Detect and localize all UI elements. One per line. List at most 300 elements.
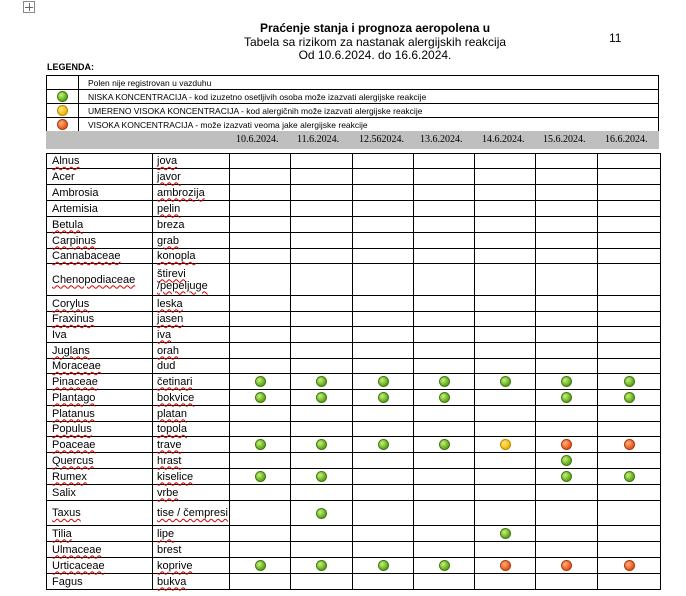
day-cell <box>291 249 353 264</box>
green-dot-icon <box>316 376 327 387</box>
day-cell <box>414 526 475 542</box>
day-cell <box>353 469 414 485</box>
table-row <box>47 233 661 249</box>
day-cell <box>230 574 291 590</box>
day-cell <box>291 437 353 453</box>
day-cell <box>230 453 291 469</box>
day-cell <box>291 501 353 526</box>
day-cell <box>536 327 598 343</box>
day-cell <box>230 343 291 359</box>
local-name: leska <box>157 297 183 310</box>
day-cell <box>536 343 598 359</box>
table-row <box>47 542 661 558</box>
day-cell <box>414 469 475 485</box>
green-dot-icon <box>316 439 327 450</box>
day-cell <box>598 296 661 312</box>
day-cell <box>414 312 475 327</box>
day-cell <box>353 343 414 359</box>
local-name: tise / čempresi <box>157 507 228 519</box>
green-dot-icon <box>378 392 389 403</box>
day-cell <box>353 312 414 327</box>
table-row <box>47 185 661 201</box>
local-name: konopla <box>157 250 196 262</box>
day-cell <box>536 201 598 217</box>
day-cell <box>414 296 475 312</box>
day-cell <box>598 422 661 437</box>
table-row <box>47 201 661 217</box>
latin-name: Plantago <box>52 391 96 404</box>
day-cell <box>353 542 414 558</box>
day-cell <box>414 406 475 422</box>
green-dot-icon <box>255 439 266 450</box>
day-cell <box>598 406 661 422</box>
day-cell <box>230 327 291 343</box>
day-cell <box>475 169 536 185</box>
day-cell <box>230 296 291 312</box>
green-dot-icon <box>57 91 68 102</box>
green-dot-icon <box>439 392 450 403</box>
day-cell <box>475 501 536 526</box>
day-cell <box>475 154 536 169</box>
table-row <box>47 249 661 264</box>
latin-name: Acer <box>52 170 75 183</box>
day-cell <box>536 453 598 469</box>
local-name: četinari <box>157 375 193 388</box>
day-cell <box>414 574 475 590</box>
latin-name: Ambrosia <box>52 186 99 199</box>
day-cell <box>536 526 598 542</box>
day-cell <box>414 422 475 437</box>
table-row <box>47 264 661 296</box>
day-cell <box>598 526 661 542</box>
day-cell <box>353 185 414 201</box>
latin-name: Chenopodiaceae <box>52 273 136 286</box>
orange-dot-icon <box>561 560 572 571</box>
day-cell <box>475 327 536 343</box>
table-row <box>47 154 661 169</box>
local-name: brest <box>157 543 182 556</box>
green-dot-icon <box>439 376 450 387</box>
day-cell <box>353 264 414 296</box>
table-row <box>47 469 661 485</box>
day-cell <box>230 437 291 453</box>
day-cell <box>353 390 414 406</box>
latin-name: Quercus <box>52 454 94 467</box>
pollen-risk-table <box>46 153 661 590</box>
date-header: 13.6.2024. <box>420 134 463 145</box>
day-cell <box>230 233 291 249</box>
day-cell <box>598 574 661 590</box>
table-row <box>47 390 661 406</box>
day-cell <box>230 558 291 574</box>
day-cell <box>598 185 661 201</box>
day-cell <box>291 343 353 359</box>
day-cell <box>230 359 291 374</box>
local-name: pelin <box>157 202 181 215</box>
day-cell <box>414 233 475 249</box>
day-cell <box>598 374 661 390</box>
legend-row <box>47 104 659 118</box>
day-cell <box>598 249 661 264</box>
day-cell <box>291 169 353 185</box>
day-cell <box>536 217 598 233</box>
day-cell <box>414 201 475 217</box>
local-name: breza <box>157 218 185 231</box>
day-cell <box>353 437 414 453</box>
local-name: lipe <box>157 527 175 540</box>
day-cell <box>414 217 475 233</box>
green-dot-icon <box>255 471 266 482</box>
latin-name: Rumex <box>52 470 87 483</box>
local-name: trave <box>157 438 182 451</box>
day-cell <box>536 296 598 312</box>
local-name: topola <box>157 423 187 435</box>
latin-name: Fraxinus <box>52 313 95 325</box>
table-row <box>47 217 661 233</box>
green-dot-icon <box>316 392 327 403</box>
day-cell <box>536 406 598 422</box>
table-row <box>47 526 661 542</box>
day-cell <box>414 359 475 374</box>
move-handle-icon[interactable] <box>23 1 35 13</box>
local-name: grab <box>157 234 180 247</box>
legend-table <box>46 75 659 132</box>
day-cell <box>230 154 291 169</box>
day-cell <box>414 485 475 501</box>
green-dot-icon <box>255 560 266 571</box>
day-cell <box>353 233 414 249</box>
day-cell <box>291 526 353 542</box>
day-cell <box>353 526 414 542</box>
yellow-dot-icon <box>57 105 68 116</box>
green-dot-icon <box>439 439 450 450</box>
green-dot-icon <box>378 376 389 387</box>
date-header: 14.6.2024. <box>482 134 525 145</box>
table-row <box>47 406 661 422</box>
day-cell <box>475 359 536 374</box>
legend-text: NISKA KONCENTRACIJA - kod izuzetno osetljivih osoba može izazvati alergijske reakcije <box>79 90 659 104</box>
day-cell <box>291 296 353 312</box>
green-dot-icon <box>316 560 327 571</box>
local-name: hrast <box>157 454 182 467</box>
table-row <box>47 327 661 343</box>
latin-name: Pinaceae <box>52 375 98 388</box>
legend-row <box>47 118 659 132</box>
day-cell <box>475 296 536 312</box>
green-dot-icon <box>561 392 572 403</box>
table-row <box>47 169 661 185</box>
green-dot-icon <box>561 376 572 387</box>
day-cell <box>598 343 661 359</box>
day-cell <box>353 485 414 501</box>
day-cell <box>536 542 598 558</box>
local-name: štirevi /pepeljuge <box>157 267 208 292</box>
day-cell <box>414 249 475 264</box>
day-cell <box>353 201 414 217</box>
day-cell <box>230 185 291 201</box>
day-cell <box>230 422 291 437</box>
latin-name: Artemisia <box>52 202 98 215</box>
day-cell <box>230 217 291 233</box>
table-row <box>47 359 661 374</box>
day-cell <box>414 154 475 169</box>
legend-empty-icon <box>47 76 79 90</box>
day-cell <box>230 390 291 406</box>
green-dot-icon <box>316 508 327 519</box>
latin-name: Iva <box>52 328 67 341</box>
day-cell <box>353 296 414 312</box>
day-cell <box>291 453 353 469</box>
green-dot-icon <box>255 392 266 403</box>
latin-name: Cannabaceae <box>52 250 121 262</box>
day-cell <box>536 469 598 485</box>
day-cell <box>475 526 536 542</box>
orange-dot-icon <box>624 560 635 571</box>
day-cell <box>598 501 661 526</box>
day-cell <box>230 374 291 390</box>
day-cell <box>291 374 353 390</box>
table-row <box>47 485 661 501</box>
day-cell <box>475 217 536 233</box>
green-dot-icon <box>255 376 266 387</box>
latin-name: Ulmaceae <box>52 543 102 556</box>
day-cell <box>291 154 353 169</box>
date-header: 11.6.2024. <box>297 134 340 145</box>
day-cell <box>353 406 414 422</box>
green-dot-icon <box>378 439 389 450</box>
day-cell <box>353 154 414 169</box>
day-cell <box>291 217 353 233</box>
day-cell <box>291 542 353 558</box>
day-cell <box>598 469 661 485</box>
date-header-bar <box>46 131 659 149</box>
orange-dot-icon <box>624 439 635 450</box>
date-header: 15.6.2024. <box>543 134 586 145</box>
legend-text: VISOKA KONCENTRACIJA - može izazvati veoma jake alergijske reakcije <box>79 118 659 132</box>
local-name: bokvice <box>157 391 195 404</box>
legend-label: LEGENDA: <box>47 62 94 72</box>
local-name: platan <box>157 407 187 420</box>
table-row <box>47 312 661 327</box>
date-header: 10.6.2024. <box>236 134 279 145</box>
table-row <box>47 422 661 437</box>
day-cell <box>598 437 661 453</box>
day-cell <box>230 526 291 542</box>
day-cell <box>475 453 536 469</box>
local-name: vrbe <box>157 486 179 499</box>
day-cell <box>475 542 536 558</box>
day-cell <box>536 558 598 574</box>
day-cell <box>353 374 414 390</box>
local-name: koprive <box>157 559 193 572</box>
day-cell <box>414 558 475 574</box>
day-cell <box>475 422 536 437</box>
latin-name: Corylus <box>52 297 90 310</box>
day-cell <box>536 233 598 249</box>
document-title: Praćenje stanja i prognoza aeropolena u <box>259 21 491 35</box>
day-cell <box>414 185 475 201</box>
day-cell <box>475 469 536 485</box>
day-cell <box>475 233 536 249</box>
day-cell <box>291 233 353 249</box>
local-name: orah <box>157 344 180 357</box>
day-cell <box>475 312 536 327</box>
day-cell <box>598 485 661 501</box>
day-cell <box>230 406 291 422</box>
green-dot-icon <box>561 455 572 466</box>
legend-text: Polen nije registrovan u vazduhu <box>79 76 659 90</box>
day-cell <box>536 359 598 374</box>
day-cell <box>536 422 598 437</box>
day-cell <box>414 327 475 343</box>
day-cell <box>598 542 661 558</box>
day-cell <box>353 422 414 437</box>
day-cell <box>291 312 353 327</box>
day-cell <box>475 374 536 390</box>
latin-name: Poaceae <box>52 438 96 451</box>
day-cell <box>536 312 598 327</box>
table-row <box>47 374 661 390</box>
local-name: dud <box>157 360 176 372</box>
day-cell <box>353 359 414 374</box>
day-cell <box>536 264 598 296</box>
day-cell <box>353 501 414 526</box>
day-cell <box>598 558 661 574</box>
day-cell <box>291 485 353 501</box>
day-cell <box>291 264 353 296</box>
day-cell <box>475 249 536 264</box>
table-row <box>47 437 661 453</box>
day-cell <box>414 264 475 296</box>
table-row <box>47 558 661 574</box>
day-cell <box>598 390 661 406</box>
day-cell <box>536 154 598 169</box>
day-cell <box>598 154 661 169</box>
day-cell <box>414 169 475 185</box>
latin-name: Salix <box>52 486 76 499</box>
day-cell <box>291 558 353 574</box>
day-cell <box>598 312 661 327</box>
day-cell <box>414 501 475 526</box>
legend-text: UMERENO VISOKA KONCENTRACIJA - kod alergičnih može izazvati alergijske reakcije <box>79 104 659 118</box>
day-cell <box>598 233 661 249</box>
day-cell <box>598 327 661 343</box>
day-cell <box>414 374 475 390</box>
day-cell <box>291 390 353 406</box>
day-cell <box>291 201 353 217</box>
green-dot-icon <box>316 471 327 482</box>
orange-dot-icon <box>57 119 68 130</box>
day-cell <box>230 542 291 558</box>
green-dot-icon <box>624 376 635 387</box>
green-dot-icon <box>624 471 635 482</box>
day-cell <box>475 485 536 501</box>
day-cell <box>414 437 475 453</box>
green-dot-icon <box>561 471 572 482</box>
local-name: bukva <box>157 575 187 588</box>
day-cell <box>598 217 661 233</box>
table-row <box>47 501 661 526</box>
day-cell <box>353 249 414 264</box>
day-cell <box>598 169 661 185</box>
day-cell <box>291 327 353 343</box>
latin-name: Urticaceae <box>52 559 105 572</box>
document-subtitle: Tabela sa rizikom za nastanak alergijskih reakcija <box>243 35 507 49</box>
day-cell <box>291 422 353 437</box>
day-cell <box>536 249 598 264</box>
day-cell <box>230 249 291 264</box>
day-cell <box>353 327 414 343</box>
table-row <box>47 296 661 312</box>
day-cell <box>536 501 598 526</box>
day-cell <box>536 185 598 201</box>
latin-name: Platanus <box>52 407 95 420</box>
local-name: iva <box>157 328 172 341</box>
local-name: jova <box>157 155 178 167</box>
day-cell <box>475 264 536 296</box>
day-cell <box>414 453 475 469</box>
day-cell <box>230 264 291 296</box>
day-cell <box>536 437 598 453</box>
latin-name: Fagus <box>52 575 83 588</box>
day-cell <box>230 501 291 526</box>
day-cell <box>598 201 661 217</box>
green-dot-icon <box>439 560 450 571</box>
yellow-dot-icon <box>500 439 511 450</box>
day-cell <box>598 453 661 469</box>
orange-dot-icon <box>561 439 572 450</box>
day-cell <box>230 201 291 217</box>
day-cell <box>230 312 291 327</box>
day-cell <box>291 406 353 422</box>
day-cell <box>353 217 414 233</box>
day-cell <box>475 390 536 406</box>
day-cell <box>353 574 414 590</box>
day-cell <box>475 437 536 453</box>
legend-row <box>47 90 659 104</box>
local-name: javor <box>157 170 181 183</box>
day-cell <box>230 469 291 485</box>
day-cell <box>475 343 536 359</box>
green-dot-icon <box>624 392 635 403</box>
day-cell <box>536 374 598 390</box>
day-cell <box>291 469 353 485</box>
day-cell <box>353 558 414 574</box>
day-cell <box>475 574 536 590</box>
green-dot-icon <box>500 376 511 387</box>
latin-name: Moraceae <box>52 360 101 372</box>
page-number: 11 <box>609 31 622 45</box>
local-name: ambrozija <box>157 186 205 199</box>
day-cell <box>353 169 414 185</box>
day-cell <box>230 169 291 185</box>
day-cell <box>475 201 536 217</box>
day-cell <box>291 574 353 590</box>
day-cell <box>536 390 598 406</box>
day-cell <box>536 169 598 185</box>
green-dot-icon <box>378 560 389 571</box>
day-cell <box>353 453 414 469</box>
latin-name: Betula <box>52 218 84 231</box>
day-cell <box>230 485 291 501</box>
legend-row <box>47 76 659 90</box>
day-cell <box>414 542 475 558</box>
document-period: Od 10.6.2024. do 16.6.2024. <box>298 48 452 62</box>
latin-name: Tilia <box>52 527 72 540</box>
latin-name: Taxus <box>52 507 81 519</box>
latin-name: Populus <box>52 423 92 435</box>
day-cell <box>475 558 536 574</box>
